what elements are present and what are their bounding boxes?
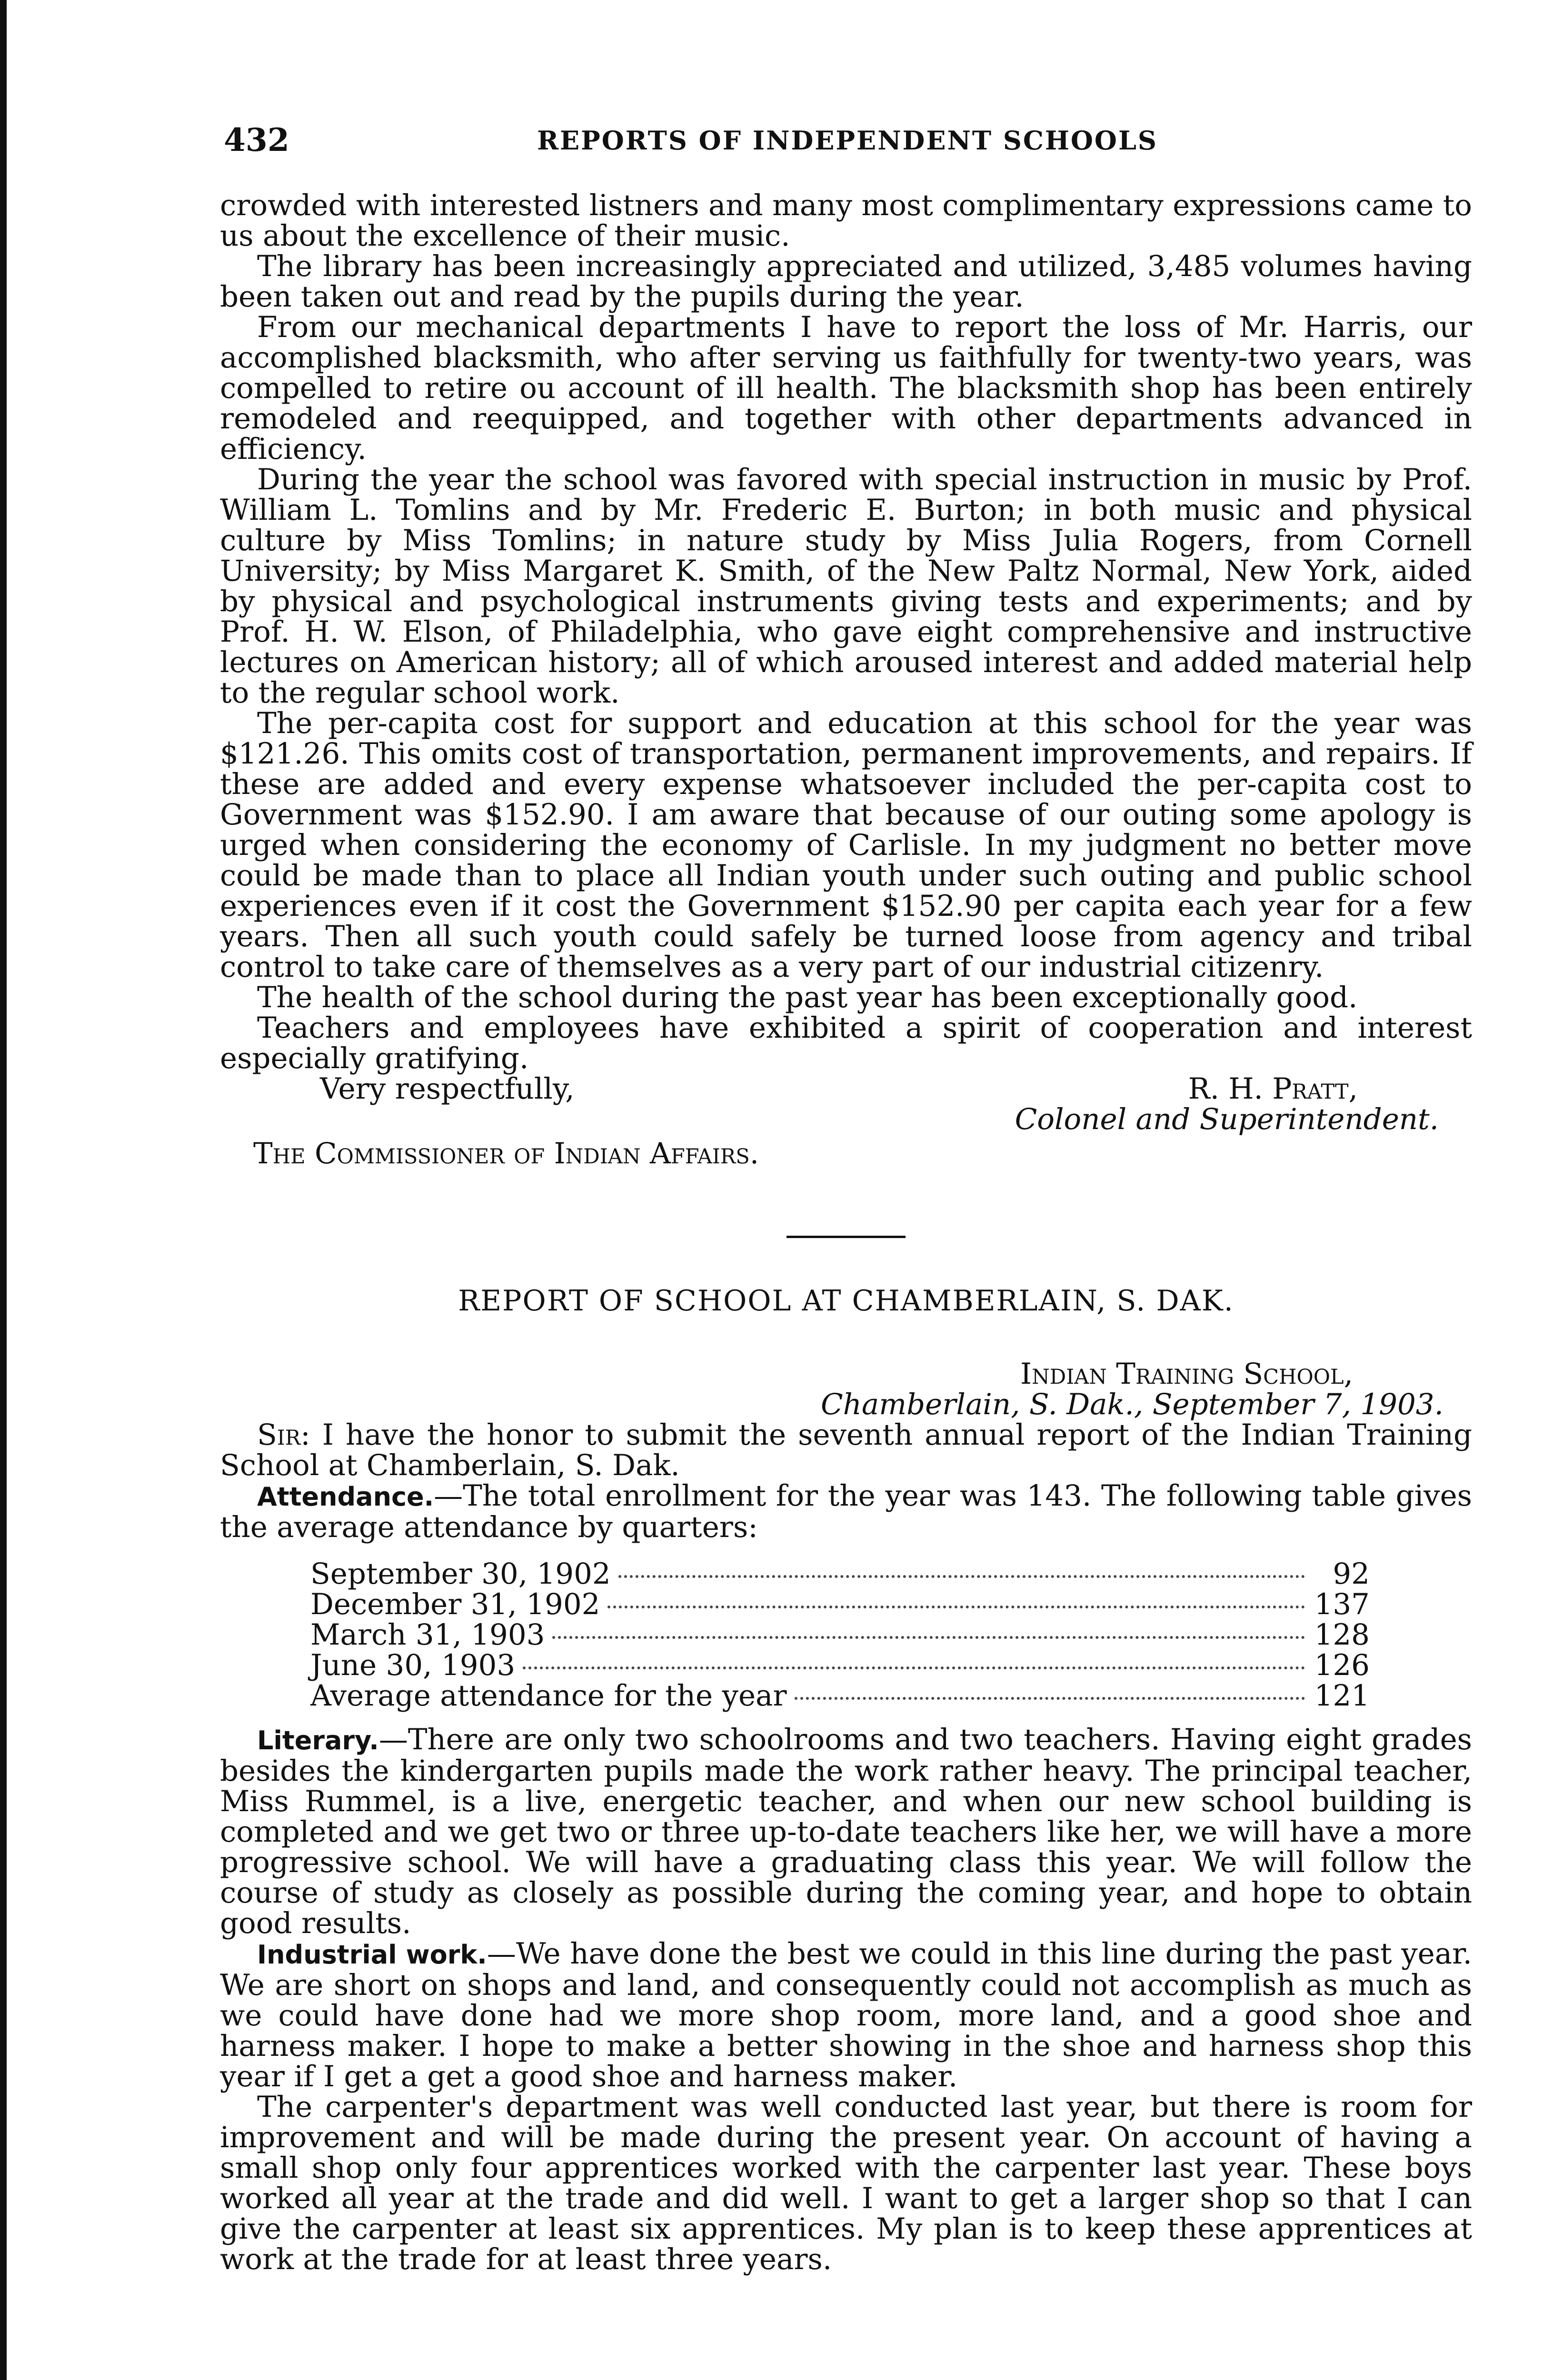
dateline	[220, 1359, 1472, 1420]
report-title: REPORT OF SCHOOL AT CHAMBERLAIN, S. DAK.	[458, 1284, 1234, 1318]
paragraph: The health of the school during the past year has been exceptionally good.	[257, 981, 1358, 1014]
attendance-paragraph	[220, 1481, 1472, 1543]
row-value: 128	[1314, 1618, 1370, 1652]
dateline-place: Chamberlain, S. Dak., September 7, 1903.	[820, 1388, 1444, 1421]
scan-edge	[0, 0, 7, 2380]
paragraph: crowded with interested listners and many most complimentary expressions came to us about the excellence of their music.	[220, 188, 1472, 253]
row-value: 137	[1314, 1587, 1370, 1621]
signature-block	[220, 1072, 1472, 1170]
industrial-text: —We have done the best we could in this line during the past year. We are short on shops and land, and consequently could not accomplish as much as we could have done had we more shop room, more land, and a good shoe and harness maker. I hope to make a better showing in the shoe and harness shop this year if I get a get a good shoe and harness maker.	[220, 1937, 1472, 2093]
row-label: December 31, 1902	[310, 1587, 600, 1621]
row-label: September 30, 1902	[310, 1557, 611, 1591]
paragraph: The library has been increasingly appreciated and utilized, 3,485 volumes having been taken out and read by the pupils during the year.	[220, 249, 1472, 314]
attendance-text: —The total enrollment for the year was 143. The following table gives the average attendance by quarters:	[220, 1479, 1472, 1544]
literary-text: —There are only two schoolrooms and two teachers. Having eight grades besides the kindergarten pupils made the work rather heavy. The principal teacher, Miss Rummel, is a live, energetic teacher, and when our new school building is completed and we get two or three up-to-date teachers like her, we will have a more progressive school. We will have a graduating class this year. We will follow the course of study as closely as possible during the coming year, and hope to obtain good results.	[220, 1723, 1472, 1940]
signer-name: R. H. Pratt,	[1188, 1072, 1358, 1106]
section-divider	[786, 1236, 906, 1238]
dot-leader	[523, 1666, 1305, 1669]
salutation: Sir:	[257, 1418, 310, 1452]
dot-leader	[607, 1606, 1305, 1608]
paragraph: Teachers and employees have exhibited a spirit of cooperation and interest especially gratifying.	[220, 1011, 1472, 1075]
carpenter-paragraph: The carpenter's department was well conducted last year, but there is room for improvement and will be made during the present year. On account of having a small shop only four apprentices worked with the carpenter last year. These boys worked all year at the trade and did well. I want to get a larger shop so that I can give the carpenter at least six apprentices. My plan is to keep these apprentices at work at the trade for at least three years.	[220, 2090, 1472, 2276]
salutation-paragraph	[220, 1420, 1472, 1481]
closing: Very respectfully,	[320, 1072, 575, 1106]
literary-heading: Literary.	[257, 1726, 379, 1755]
paragraph: During the year the school was favored with special instruction in music by Prof. William L. Tomlins and by Mr. Frederic E. Burton; in both music and physical culture by Miss Tomlins; in nature study by Miss Julia Rogers, from Cornell University; by Miss Margaret K. Smith, of the New Paltz Normal, New York, aided by physical and psychological instruments giving tests and experiments; and by Prof. H. W. Elson, of Philadelphia, who gave eight comprehensive and instructive lectures on American history; all of which aroused interest and added material help to the regular school work.	[220, 463, 1472, 710]
page-number: 432	[224, 121, 289, 159]
attendance-heading: Attendance.	[257, 1482, 434, 1512]
dot-leader	[552, 1636, 1305, 1639]
document-body	[220, 190, 1472, 2275]
attendance-table	[310, 1559, 1370, 1711]
industrial-paragraph	[220, 1939, 1472, 2092]
signer-title: Colonel and Superintendent.	[1015, 1102, 1439, 1136]
row-label: June 30, 1903	[310, 1648, 516, 1682]
running-head	[224, 121, 1471, 164]
running-title: REPORTS OF INDEPENDENT SCHOOLS	[537, 125, 1158, 156]
paragraph: The per-capita cost for support and education at this school for the year was $121.26. This omits cost of transportation, permanent improvements, and repairs. If these are added and every expense whatsoever included the per-capita cost to Government was $152.90. I am aware that because of our outing some apology is urged when considering the economy of Carlisle. In my judgment no better move could be made than to place all Indian youth under such outing and public school experiences even if it cost the Government $152.90 per capita each year for a few years. Then all such youth could safely be turned loose from agency and tribal control to take care of themselves as a very part of our industrial citizenry.	[220, 706, 1472, 984]
table-row	[310, 1589, 1370, 1620]
row-label: March 31, 1903	[310, 1618, 545, 1652]
intro-text: I have the honor to submit the seventh annual report of the Indian Training School at Chamberlain, S. Dak.	[220, 1418, 1473, 1482]
industrial-heading: Industrial work.	[257, 1940, 487, 1970]
table-row	[310, 1650, 1370, 1681]
table-row	[310, 1620, 1370, 1650]
paragraph: From our mechanical departments I have to report the loss of Mr. Harris, our accomplished blacksmith, who after serving us faithfully for twenty-two years, was compelled to retire ou account of ill health. The blacksmith shop has been entirely remodeled and reequipped, and together with other departments advanced in efficiency.	[220, 310, 1472, 466]
table-row	[310, 1559, 1370, 1589]
row-value: 126	[1314, 1648, 1370, 1682]
literary-paragraph	[220, 1725, 1472, 1939]
dot-leader	[795, 1697, 1305, 1700]
row-value: 121	[1314, 1679, 1370, 1713]
dot-leader	[618, 1575, 1305, 1578]
row-label: Average attendance for the year	[310, 1679, 787, 1713]
addressee: The Commissioner of Indian Affairs.	[253, 1137, 759, 1170]
dateline-org: Indian Training School,	[1020, 1357, 1353, 1391]
table-row	[310, 1681, 1370, 1711]
row-value: 92	[1333, 1557, 1370, 1591]
